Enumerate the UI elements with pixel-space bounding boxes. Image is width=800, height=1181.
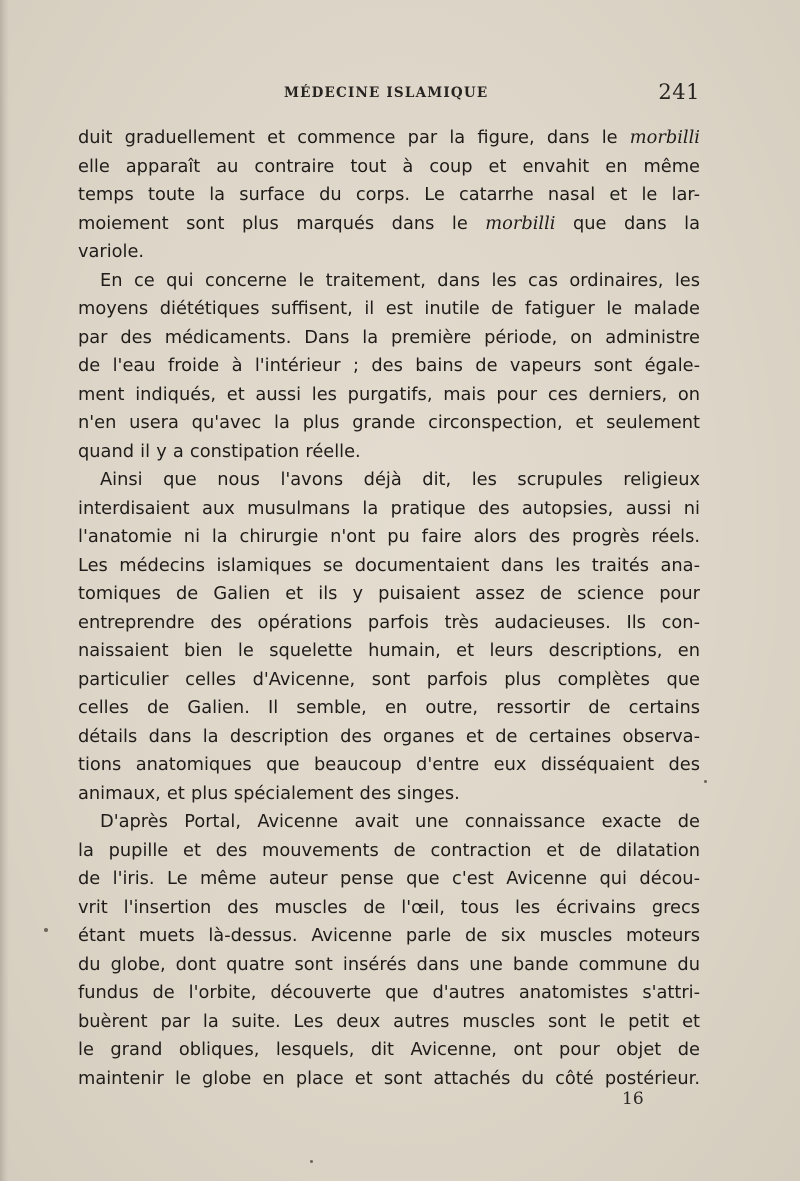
text-line: buèrent par la suite. Les deux autres muscles sont le petit et bbox=[78, 1010, 700, 1032]
text-line: moyens diététiques suffisent, il est inutile de fatiguer le malade bbox=[78, 298, 700, 319]
running-title: MÉDECINE ISLAMIQUE bbox=[284, 85, 489, 101]
text-line: n'en usera qu'avec la plus grande circonspection, et seulement bbox=[78, 412, 700, 433]
text-line: interdisaient aux musulmans la pratique des autopsies, aussi ni bbox=[78, 497, 700, 519]
text-line: la pupille et des mouvements de contraction et de dilatation bbox=[78, 839, 700, 861]
paragraph-2 bbox=[78, 267, 700, 467]
text-line: ment indiqués, et aussi les purgatifs, mais pour ces derniers, on bbox=[78, 383, 700, 405]
text-line: l'anatomie ni la chirurgie n'ont pu faire alors des progrès réels. bbox=[78, 526, 700, 547]
paper-speck bbox=[704, 780, 707, 783]
text-line: vrit l'insertion des muscles de l'œil, tous les écrivains grecs bbox=[78, 896, 700, 918]
emphasis: morbilli bbox=[485, 212, 556, 234]
text-line: Ainsi que nous l'avons déjà dit, les scrupules religieux bbox=[100, 469, 700, 490]
binding-edge bbox=[0, 0, 9, 1181]
text-line: En ce qui concerne le traitement, dans les cas ordinaires, les bbox=[100, 269, 700, 291]
text-line: temps toute la surface du corps. Le catarrhe nasal et le lar- bbox=[78, 184, 700, 205]
text-line: Les médecins islamiques se documentaient dans les traités ana- bbox=[78, 554, 700, 576]
text-line: celles de Galien. Il semble, en outre, ressortir de certains bbox=[78, 697, 700, 718]
text-line: maintenir le globe en place et sont attachés du côté postérieur. bbox=[78, 1067, 700, 1089]
paragraph-3 bbox=[78, 466, 700, 808]
emphasis: morbilli bbox=[629, 127, 700, 148]
text-line: de l'eau froide à l'intérieur ; des bains de vapeurs sont égale- bbox=[78, 355, 700, 376]
text-line: étant muets là-dessus. Avicenne parle de six muscles moteurs bbox=[78, 925, 700, 946]
text-line: de l'iris. Le même auteur pense que c'est Avicenne qui décou- bbox=[78, 868, 700, 889]
text-line: particulier celles d'Avicenne, sont parfois plus complètes que bbox=[78, 668, 700, 690]
paper-speck bbox=[44, 928, 48, 932]
text-line: détails dans la description des organes et de certaines observa- bbox=[78, 725, 700, 747]
text-line: duit graduellement et commence par la figure, dans le morbilli bbox=[78, 127, 700, 148]
text-line: fundus de l'orbite, découverte que d'autres anatomistes s'attri- bbox=[78, 982, 700, 1003]
text-line: animaux, et plus spécialement des singes. bbox=[78, 782, 460, 804]
paper-speck bbox=[310, 1160, 313, 1163]
text-line: naissaient bien le squelette humain, et leurs descriptions, en bbox=[78, 640, 700, 661]
paragraph-4 bbox=[78, 808, 700, 1093]
text-line: par des médicaments. Dans la première période, on administre bbox=[78, 326, 700, 348]
text-line: D'après Portal, Avicenne avait une connaissance exacte de bbox=[100, 811, 700, 832]
page-number: 241 bbox=[658, 80, 700, 104]
page-header bbox=[78, 80, 700, 106]
paragraph-1 bbox=[78, 124, 700, 267]
text-line: quand il y a constipation réelle. bbox=[78, 440, 361, 462]
text-line: elle apparaît au contraire tout à coup et envahit en même bbox=[78, 155, 700, 177]
signature-mark: 16 bbox=[622, 1089, 644, 1109]
text-line: tomiques de Galien et ils y puisaient assez de science pour bbox=[78, 583, 700, 604]
text-line: le grand obliques, lesquels, dit Avicenne, ont pour objet de bbox=[78, 1039, 700, 1060]
body-text bbox=[78, 124, 700, 1093]
text-line: du globe, dont quatre sont insérés dans une bande commune du bbox=[78, 953, 700, 975]
text-line: tions anatomiques que beaucoup d'entre eux disséquaient des bbox=[78, 754, 700, 775]
text-line: moiement sont plus marqués dans le morbilli que dans la bbox=[78, 212, 700, 234]
text-line: variole. bbox=[78, 241, 145, 262]
text-line: entreprendre des opérations parfois très audacieuses. Ils con- bbox=[78, 611, 700, 633]
